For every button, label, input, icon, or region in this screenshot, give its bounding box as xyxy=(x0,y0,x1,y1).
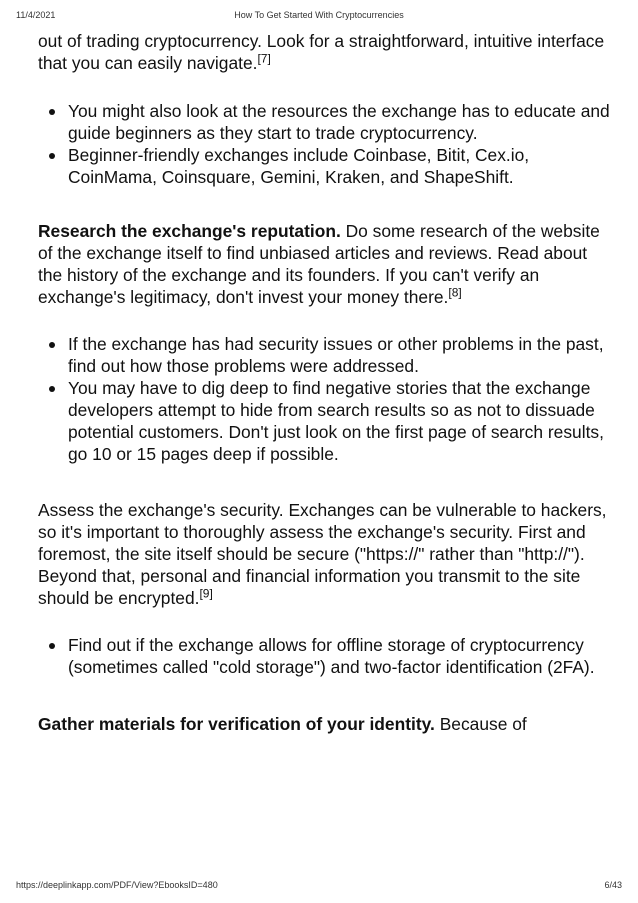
paragraph-verification xyxy=(38,713,613,735)
header-date: 11/4/2021 xyxy=(16,10,56,20)
footer-url: https://deeplinkapp.com/PDF/View?EbooksID=480 xyxy=(16,880,218,890)
header-title: How To Get Started With Cryptocurrencies xyxy=(234,10,404,20)
paragraph-security xyxy=(38,499,613,609)
list-item: You may have to dig deep to find negative stories that the exchange developers attempt to hide from search results so as not to dissuade potential customers. Don't just look on the first page of search results, go 10 or 15 pages deep if possible. xyxy=(68,377,613,465)
list-item: If the exchange has had security issues or other problems in the past, find out how those problems were addressed. xyxy=(68,333,613,377)
bullet-list-reputation xyxy=(38,333,613,465)
step-heading-reputation: Research the exchange's reputation. xyxy=(38,221,341,241)
paragraph-text: out of trading cryptocurrency. Look for a straightforward, intuitive interface that you can easily navigate. xyxy=(38,31,605,73)
bullet-list-resources xyxy=(38,100,613,188)
list-item: You might also look at the resources the exchange has to educate and guide beginners as they start to trade cryptocurrency. xyxy=(68,100,613,144)
paragraph-text: Do some research of the website of the exchange itself to find unbiased articles and reviews. Read about the history of the exchange and its founders. If you can't verify an exchange's legitimacy, don't invest your money there. xyxy=(38,221,600,307)
list-item: Beginner-friendly exchanges include Coinbase, Bitit, Cex.io, CoinMama, Coinsquare, Gemini, Kraken, and ShapeShift. xyxy=(68,144,613,188)
bullet-list-security xyxy=(38,634,613,678)
page-content xyxy=(38,30,613,735)
paragraph-interface xyxy=(38,30,613,74)
citation-7[interactable]: [7] xyxy=(257,51,271,66)
footer-page-number: 6/43 xyxy=(604,880,622,890)
citation-9[interactable]: [9] xyxy=(199,586,213,601)
citation-8[interactable]: [8] xyxy=(448,285,462,300)
paragraph-text: Assess the exchange's security. Exchanges can be vulnerable to hackers, so it's important to thoroughly assess the exchange's security. First and foremost, the site itself should be secure ("https://" rather than "http://"). Beyond that, personal and financial information you transmit to the site should be encrypted. xyxy=(38,500,607,608)
step-heading-verification: Gather materials for verification of your identity. xyxy=(38,714,435,734)
paragraph-reputation xyxy=(38,220,613,308)
list-item: Find out if the exchange allows for offline storage of cryptocurrency (sometimes called "cold storage") and two-factor identification (2FA). xyxy=(68,634,613,678)
paragraph-text: Because of xyxy=(434,714,527,734)
